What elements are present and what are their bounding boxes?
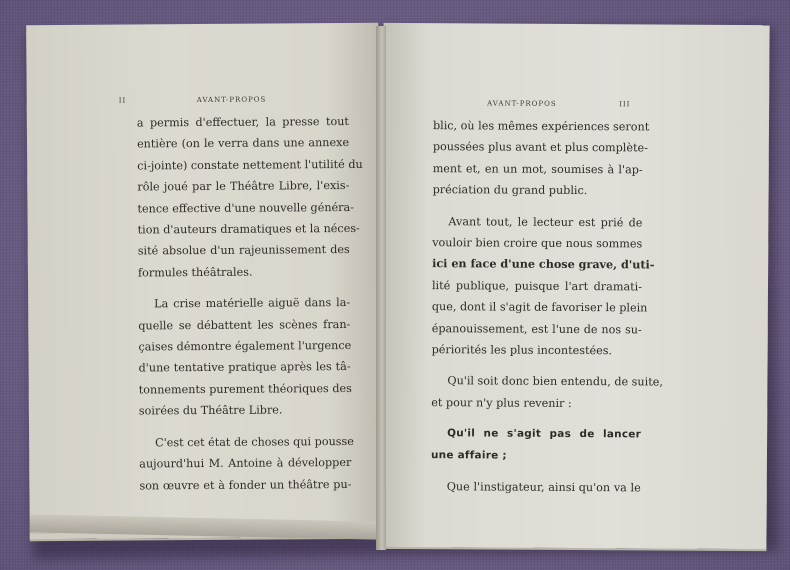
text-line: entière (on le verra dans une annexe	[136, 136, 350, 151]
text-line: d'une tentative pratique après les tâ-	[138, 360, 351, 375]
text-line: formules théâtrales.	[137, 265, 253, 280]
text-line: ci-jointe) constate nettement l'utilité du	[137, 157, 363, 173]
text-line: tence effective d'une nouvelle généra-	[137, 200, 354, 216]
text-line: son œuvre et à fonder un théâtre pu-	[139, 477, 352, 492]
text-line: poussées plus avant et plus complète-	[432, 140, 648, 155]
text-line: sité absolue d'un rajeunissement des	[137, 243, 350, 258]
right-running-head: AVANT-PROPOS	[487, 99, 557, 108]
emphasis-line: Qu'il ne s'agit pas de lancer	[447, 427, 642, 441]
left-running-head: AVANT-PROPOS	[196, 95, 267, 105]
text-line: Qu'il soit donc bien entendu, de suite,	[447, 374, 663, 390]
text-line: Que l'instigateur, ainsi qu'on va le	[446, 480, 641, 495]
text-line: rôle joué par le Théâtre Libre, l'exis-	[137, 179, 350, 194]
text-line: ment et, en un mot, soumises à l'ap-	[432, 161, 643, 177]
text-line: quelle se débattent les scènes fran-	[138, 317, 351, 333]
text-line: Avant tout, le lecteur est prié de	[448, 214, 643, 230]
text-line: préciation du grand public.	[432, 183, 588, 198]
left-page	[26, 23, 382, 539]
book-gutter	[376, 26, 386, 550]
text-line: et pour n'y plus revenir :	[431, 395, 572, 410]
text-line: épanouissement, est l'une de nos su-	[431, 321, 642, 337]
right-page	[380, 23, 769, 549]
text-line: blic, où les mêmes expériences seront	[432, 119, 650, 134]
left-page-text	[136, 111, 363, 496]
text-line: soirées du Théâtre Libre.	[138, 403, 283, 418]
text-line-bold: lité publique, puisque l'art dramati-	[431, 278, 643, 294]
right-page-number: III	[619, 100, 631, 109]
text-line: aujourd'hui M. Antoine à développer	[139, 456, 352, 471]
text-line-bold: ici en face d'une chose grave, d'uti-	[432, 256, 655, 272]
text-line: que, dont il s'agit de favoriser le plein	[431, 300, 648, 315]
text-line: tonnements purement théoriques des	[138, 381, 352, 397]
emphasis-line: une affaire ;	[430, 448, 507, 462]
text-line: tion d'auteurs dramatiques et la néces-	[137, 221, 360, 237]
text-line: périorités les plus incontestées.	[431, 343, 613, 358]
text-line: çaises démontre également l'urgence	[138, 339, 352, 354]
text-line: La crise matérielle aiguë dans la-	[154, 296, 351, 311]
text-line: a permis d'effectuer, la presse tout	[136, 114, 349, 130]
text-line: vouloir bien croire que nous sommes	[432, 236, 643, 251]
left-page-number: II	[118, 96, 127, 105]
text-line: C'est cet état de choses qui pousse	[155, 434, 354, 450]
right-page-text	[430, 115, 663, 499]
